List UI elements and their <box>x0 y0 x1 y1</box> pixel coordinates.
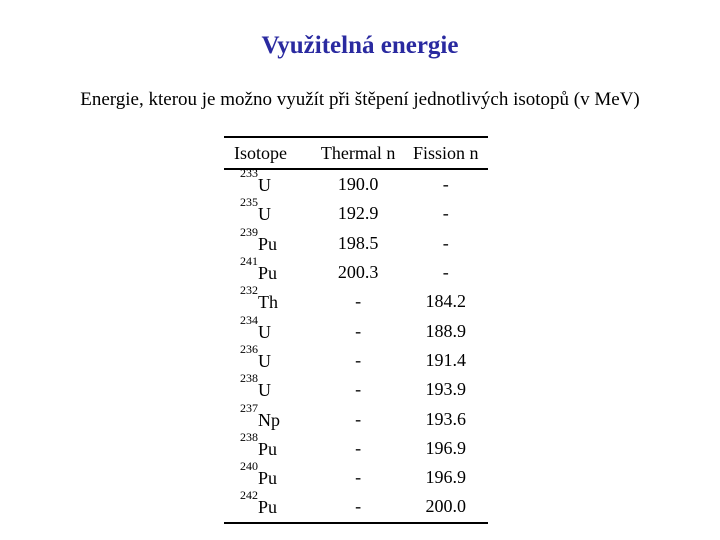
page-title: Využitelná energie <box>261 32 459 59</box>
table-row <box>224 492 488 522</box>
thermal-value: - <box>355 291 362 312</box>
element-symbol: Np <box>258 409 280 430</box>
mass-number: 240 <box>240 459 258 474</box>
table-header-row <box>224 137 488 169</box>
isotope-cell <box>224 254 313 287</box>
element-symbol: U <box>258 175 271 196</box>
table-row <box>224 229 488 258</box>
thermal-value: - <box>355 379 362 400</box>
thermal-value: 198.5 <box>337 232 379 253</box>
table-row <box>224 287 488 316</box>
table-row <box>224 404 488 433</box>
element-symbol: U <box>258 321 271 342</box>
thermal-value: - <box>355 320 362 341</box>
header-fission: Fission n <box>403 137 488 169</box>
mass-number: 242 <box>240 488 258 503</box>
mass-number: 232 <box>240 283 258 298</box>
table-row <box>224 169 488 199</box>
table-row <box>224 434 488 463</box>
table-row <box>224 258 488 287</box>
fission-value: 200.0 <box>403 492 488 522</box>
mass-number: 238 <box>240 429 258 444</box>
fission-value: - <box>442 203 449 224</box>
thermal-value: - <box>355 349 362 370</box>
mass-number: 235 <box>240 195 258 210</box>
isotope-cell <box>224 488 313 522</box>
mass-number: 233 <box>240 166 258 181</box>
fission-value: 193.6 <box>425 408 466 429</box>
header-thermal: Thermal n <box>313 137 404 169</box>
fission-value: 188.9 <box>425 320 466 341</box>
thermal-value: - <box>355 437 362 458</box>
energy-table <box>224 136 488 524</box>
isotope-cell <box>224 429 313 463</box>
header-isotope: Isotope <box>224 137 313 169</box>
table-row <box>224 375 488 404</box>
mass-number: 237 <box>240 400 258 415</box>
table-row <box>224 316 488 345</box>
element-symbol: U <box>258 350 271 371</box>
element-symbol: Pu <box>258 438 278 459</box>
table-row <box>224 463 488 492</box>
element-symbol: U <box>258 204 271 225</box>
mass-number: 236 <box>240 341 258 356</box>
fission-value: 184.2 <box>425 291 466 312</box>
fission-value: 191.4 <box>425 349 466 370</box>
fission-value: - <box>442 262 449 283</box>
isotope-cell <box>224 459 313 492</box>
table-row <box>224 346 488 375</box>
thermal-value: 200.3 <box>337 262 379 283</box>
element-symbol: Pu <box>258 233 278 254</box>
element-symbol: Pu <box>258 497 278 518</box>
thermal-value: 192.9 <box>337 203 379 224</box>
isotope-cell <box>224 341 313 375</box>
isotope-cell <box>224 195 313 228</box>
table-body <box>224 166 488 523</box>
thermal-value: 190.0 <box>337 174 379 195</box>
element-symbol: Pu <box>258 263 278 284</box>
element-symbol: Th <box>258 292 278 313</box>
fission-value: 196.9 <box>425 437 466 458</box>
thermal-value: - <box>355 467 362 488</box>
mass-number: 241 <box>240 254 258 269</box>
mass-number: 239 <box>240 224 258 239</box>
isotope-cell <box>224 166 313 199</box>
fission-value: 196.9 <box>425 467 466 488</box>
fission-value: - <box>442 174 449 195</box>
fission-value: - <box>442 232 449 253</box>
table-row <box>224 199 488 228</box>
mass-number: 234 <box>240 312 258 327</box>
element-symbol: Pu <box>258 468 278 489</box>
isotope-cell <box>224 283 313 316</box>
isotope-cell <box>224 400 313 433</box>
isotope-cell <box>224 371 313 404</box>
isotope-cell <box>224 312 313 345</box>
mass-number: 238 <box>240 371 258 386</box>
fission-value: 193.9 <box>425 379 466 400</box>
element-symbol: U <box>258 380 271 401</box>
thermal-value: - <box>313 492 404 522</box>
thermal-value: - <box>355 408 362 429</box>
isotope-cell <box>224 224 313 258</box>
subtitle: Energie, kterou je možno využít při štěpení jednotlivých isotopů (v MeV) <box>80 89 640 110</box>
